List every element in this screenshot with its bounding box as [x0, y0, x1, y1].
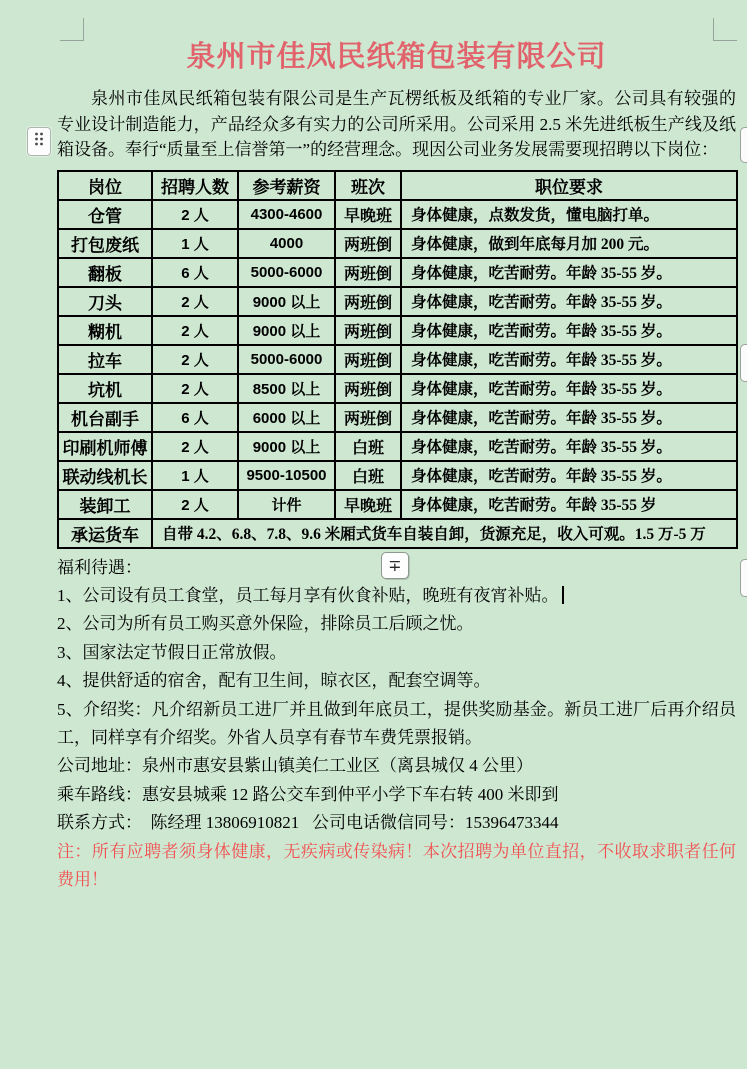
requirement-cell[interactable]: 身体健康，吃苦耐劳。年龄 35-55 岁。	[401, 316, 737, 345]
shift-cell[interactable]: 两班倒	[335, 345, 401, 374]
table-header-row	[58, 171, 737, 200]
column-header[interactable]: 参考薪资	[238, 171, 335, 200]
benefit-item-2[interactable]: 2、公司为所有员工购买意外保险，排除员工后顾之忧。	[57, 614, 474, 634]
salary-cell[interactable]: 5000-6000	[238, 345, 335, 374]
salary-cell[interactable]: 9000 以上	[238, 287, 335, 316]
job-row	[58, 316, 737, 345]
headcount-cell[interactable]: 6 人	[152, 403, 238, 432]
position-cell[interactable]: 机台副手	[58, 403, 152, 432]
job-row	[58, 345, 737, 374]
column-header[interactable]: 职位要求	[401, 171, 737, 200]
column-header[interactable]: 岗位	[58, 171, 152, 200]
headcount-cell[interactable]: 1 人	[152, 229, 238, 258]
shift-cell[interactable]: 两班倒	[335, 374, 401, 403]
shift-cell[interactable]: 早晚班	[335, 490, 401, 519]
company-address[interactable]: 公司地址：泉州市惠安县紫山镇美仁工业区（离县城仅 4 公里）	[57, 756, 533, 776]
salary-cell[interactable]: 5000-6000	[238, 258, 335, 287]
requirement-cell[interactable]: 身体健康，吃苦耐劳。年龄 35-55 岁。	[401, 345, 737, 374]
salary-cell[interactable]: 8500 以上	[238, 374, 335, 403]
job-row	[58, 229, 737, 258]
headcount-cell[interactable]: 2 人	[152, 432, 238, 461]
headcount-cell[interactable]: 2 人	[152, 374, 238, 403]
job-row	[58, 461, 737, 490]
headcount-cell[interactable]: 6 人	[152, 258, 238, 287]
requirement-cell[interactable]: 身体健康，吃苦耐劳。年龄 35-55 岁。	[401, 287, 737, 316]
job-row	[58, 374, 737, 403]
table-move-handle[interactable]	[27, 127, 51, 156]
salary-cell[interactable]: 计件	[238, 490, 335, 519]
job-row	[58, 490, 737, 519]
recruitment-note[interactable]: 注：所有应聘者须身体健康，无疾病或传染病！本次招聘为单位直招，不收取求职者任何费用！	[57, 841, 736, 889]
headcount-cell[interactable]: 2 人	[152, 287, 238, 316]
contact-line[interactable]: 联系方式： 陈经理 13806910821 公司电话微信同号：15396473344	[57, 813, 559, 833]
requirement-cell[interactable]: 身体健康，吃苦耐劳。年龄 35-55 岁。	[401, 374, 737, 403]
salary-cell[interactable]: 9000 以上	[238, 432, 335, 461]
position-cell[interactable]: 坑机	[58, 374, 152, 403]
benefit-item-4[interactable]: 4、提供舒适的宿舍，配有卫生间，晾衣区，配套空调等。	[57, 671, 491, 691]
job-row	[58, 403, 737, 432]
job-row	[58, 287, 737, 316]
bus-route[interactable]: 乘车路线：惠安县城乘 12 路公交车到仲平小学下车右转 400 米即到	[57, 784, 559, 804]
document-body	[57, 0, 736, 894]
requirement-cell[interactable]: 身体健康，吃苦耐劳。年龄 35-55 岁。	[401, 461, 737, 490]
page-title[interactable]: 泉州市佳凤民纸箱包装有限公司	[186, 41, 607, 73]
shift-cell[interactable]: 白班	[335, 432, 401, 461]
position-cell[interactable]: 拉车	[58, 345, 152, 374]
job-row	[58, 432, 737, 461]
headcount-cell[interactable]: 2 人	[152, 316, 238, 345]
shift-cell[interactable]: 早晚班	[335, 200, 401, 229]
headcount-cell[interactable]: 2 人	[152, 345, 238, 374]
text-cursor	[562, 586, 564, 604]
split-plus-icon: ∓	[388, 555, 402, 575]
benefit-item-3[interactable]: 3、国家法定节假日正常放假。	[57, 642, 287, 662]
shift-cell[interactable]: 两班倒	[335, 287, 401, 316]
benefit-item-5[interactable]: 5、介绍奖：凡介绍新员工进厂并且做到年底员工，提供奖励基金。新员工进厂后再介绍员工，同样享有介绍奖。外省人员享有春节车费凭票报销。	[57, 699, 736, 747]
truck-detail-cell[interactable]: 自带 4.2、6.8、7.8、9.6 米厢式货车自装自卸，货源充足，收入可观。1.5 万-5 万	[152, 519, 737, 548]
headcount-cell[interactable]: 2 人	[152, 490, 238, 519]
requirement-cell[interactable]: 身体健康，吃苦耐劳。年龄 35-55 岁	[401, 490, 737, 519]
requirement-cell[interactable]: 身体健康，吃苦耐劳。年龄 35-55 岁。	[401, 403, 737, 432]
salary-cell[interactable]: 9500-10500	[238, 461, 335, 490]
drag-dots-icon	[33, 131, 45, 152]
column-header[interactable]: 招聘人数	[152, 171, 238, 200]
position-cell[interactable]: 印刷机师傅	[58, 432, 152, 461]
headcount-cell[interactable]: 2 人	[152, 200, 238, 229]
salary-cell[interactable]: 4300-4600	[238, 200, 335, 229]
column-header[interactable]: 班次	[335, 171, 401, 200]
job-row-truck	[58, 519, 737, 548]
shift-cell[interactable]: 白班	[335, 461, 401, 490]
shift-cell[interactable]: 两班倒	[335, 258, 401, 287]
requirement-cell[interactable]: 身体健康，吃苦耐劳。年龄 35-55 岁。	[401, 258, 737, 287]
job-row	[58, 258, 737, 287]
shift-cell[interactable]: 两班倒	[335, 403, 401, 432]
headcount-cell[interactable]: 1 人	[152, 461, 238, 490]
side-tab-middle[interactable]	[740, 344, 747, 382]
lower-section	[57, 554, 736, 895]
position-cell[interactable]: 翻板	[58, 258, 152, 287]
salary-cell[interactable]: 9000 以上	[238, 316, 335, 345]
shift-cell[interactable]: 两班倒	[335, 316, 401, 345]
requirement-cell[interactable]: 身体健康，吃苦耐劳。年龄 35-55 岁。	[401, 432, 737, 461]
position-cell[interactable]: 打包废纸	[58, 229, 152, 258]
side-tab-top[interactable]	[740, 127, 747, 163]
requirement-cell[interactable]: 身体健康，点数发货，懂电脑打单。	[401, 200, 737, 229]
position-cell[interactable]: 装卸工	[58, 490, 152, 519]
requirement-cell[interactable]: 身体健康，做到年底每月加 200 元。	[401, 229, 737, 258]
shift-cell[interactable]: 两班倒	[335, 229, 401, 258]
salary-cell[interactable]: 4000	[238, 229, 335, 258]
benefits-heading[interactable]: 福利待遇：	[57, 557, 142, 577]
position-cell[interactable]: 糊机	[58, 316, 152, 345]
job-row	[58, 200, 737, 229]
position-cell[interactable]: 仓管	[58, 200, 152, 229]
benefit-item-1[interactable]: 1、公司设有员工食堂，员工每月享有伙食补贴，晚班有夜宵补贴。	[57, 582, 736, 610]
side-tab-bottom[interactable]	[740, 559, 747, 597]
salary-cell[interactable]: 6000 以上	[238, 403, 335, 432]
position-cell[interactable]: 联动线机长	[58, 461, 152, 490]
jobs-table[interactable]	[57, 170, 738, 549]
position-cell[interactable]: 刀头	[58, 287, 152, 316]
intro-paragraph[interactable]: 泉州市佳凤民纸箱包装有限公司是生产瓦楞纸板及纸箱的专业厂家。公司具有较强的专业设计制造能力，产品经众多有实力的公司所采用。公司采用 2.5 米先进纸板生产线及纸箱设备。奉行“质量至上信誉第一”的经营理念。现因公司业务发展需要现招聘以下岗位：	[57, 89, 736, 159]
position-cell[interactable]: 承运货车	[58, 519, 152, 548]
